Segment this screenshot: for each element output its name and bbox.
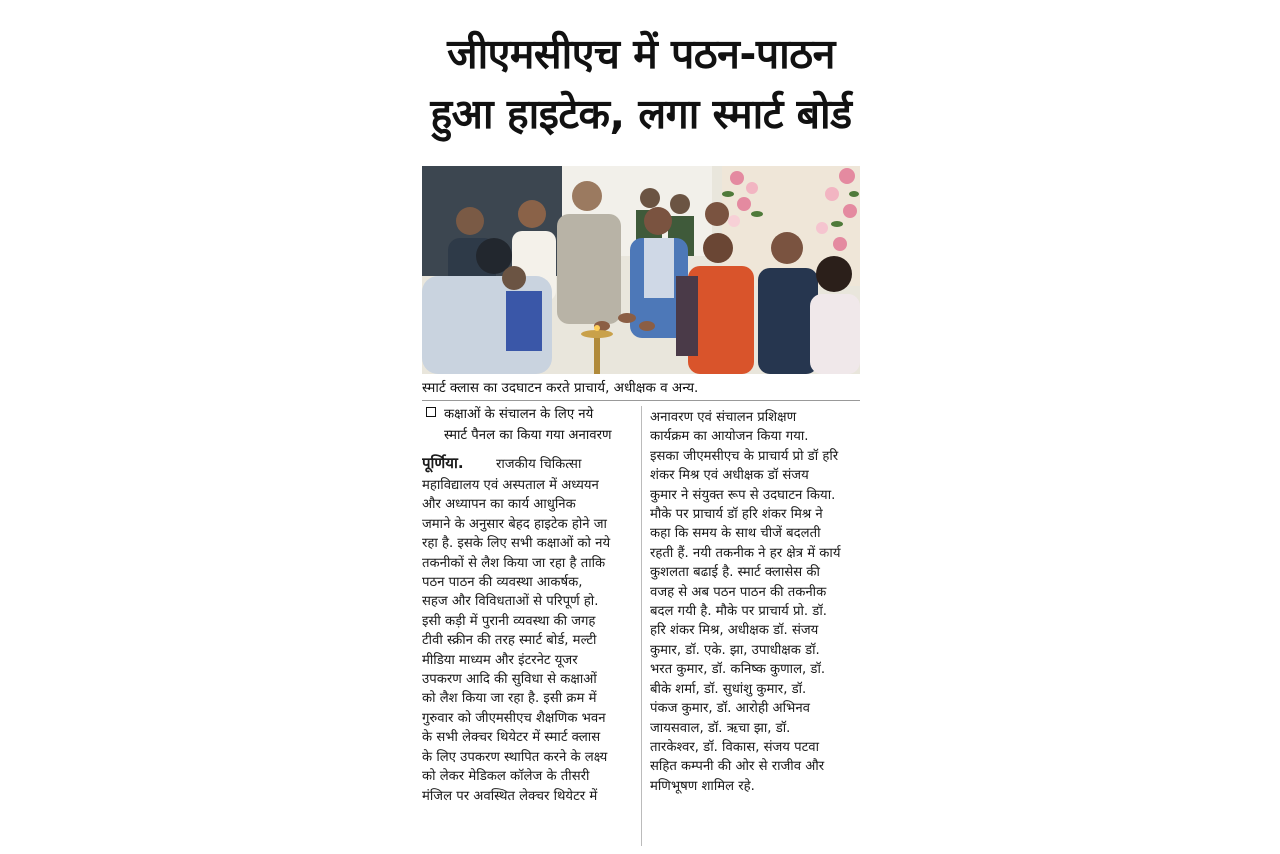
article-line-first <box>422 452 634 476</box>
article-column-left <box>422 404 634 806</box>
article-left-body <box>422 476 634 806</box>
news-photo <box>422 166 860 374</box>
article-line: सहज और विविधताओं से परिपूर्ण हो. <box>422 594 599 610</box>
kicker-line-1: कक्षाओं के संचालन के लिए नये <box>422 404 634 425</box>
article-line: महाविद्यालय एवं अस्पताल में अध्ययन <box>422 478 599 493</box>
article-line: जायसवाल, डॉ. ऋचा झा, डॉ. <box>650 720 791 736</box>
article-line: उपकरण आदि की सुविधा से कक्षाओं <box>422 672 597 688</box>
article-line: और अध्यापन का कार्य आधुनिक <box>422 497 576 513</box>
article-line: कहा कि समय के साथ चीजें बदलती <box>650 526 821 542</box>
article-line: मीडिया माध्यम और इंटरनेट यूजर <box>422 652 578 668</box>
article-line: के लिए उपकरण स्थापित करने के लक्ष्य <box>422 749 608 765</box>
article-line: मणिभूषण शामिल रहे. <box>650 778 755 794</box>
article-line: रहा है. इसके लिए सभी कक्षाओं को नये <box>422 536 611 552</box>
article-line: पंकज कुमार, डॉ. आरोही अभिनव <box>650 701 810 717</box>
article-line: हरि शंकर मिश्र, अधीक्षक डॉ. संजय <box>650 623 819 639</box>
article-line: इसका जीएमसीएच के प्राचार्य प्रो डॉ हरि <box>650 448 839 464</box>
article-line: भरत कुमार, डॉ. कनिष्क कुणाल, डॉ. <box>650 662 826 678</box>
headline-line-2: हुआ हाइटेक, लगा स्मार्ट बोर्ड <box>430 90 852 138</box>
article-column-right <box>650 408 862 796</box>
article-line: तारकेश्वर, डॉ. विकास, संजय पटवा <box>650 739 820 755</box>
article-line: बदल गयी है. मौके पर प्राचार्य प्रो. डॉ. <box>650 604 827 620</box>
article-line: टीवी स्क्रीन की तरह स्मार्ट बोर्ड, मल्टी <box>422 633 597 649</box>
article-line: को लेकर मेडिकल कॉलेज के तीसरी <box>422 769 590 785</box>
article-line: कुमार, डॉ. एके. झा, उपाधीक्षक डॉ. <box>650 642 820 658</box>
article-line: अनावरण एवं संचालन प्रशिक्षण <box>650 410 797 425</box>
kicker-line-2: स्मार्ट पैनल का किया गया अनावरण <box>444 428 612 443</box>
article-line: बीके शर्मा, डॉ. सुधांशु कुमार, डॉ. <box>650 681 807 697</box>
kicker <box>422 404 634 446</box>
article-right-body <box>650 408 862 796</box>
article-line: सहित कम्पनी की ओर से राजीव और <box>650 759 825 775</box>
article-line: रहती हैं. नयी तकनीक ने हर क्षेत्र में कार्य <box>650 545 841 561</box>
article-line: कुमार ने संयुक्त रूप से उदघाटन किया. <box>650 487 836 503</box>
article-line: जमाने के अनुसार बेहद हाइटेक होने जा <box>422 516 607 532</box>
article-line-text: राजकीय चिकित्सा <box>495 457 582 472</box>
article-line: पठन पाठन की व्यवस्था आकर्षक, <box>422 575 583 591</box>
article-line: वजह से अब पठन पाठन की तकनीक <box>650 584 827 600</box>
article-line: मंजिल पर अवस्थित लेक्चर थियेटर में <box>422 788 598 804</box>
column-divider <box>641 406 642 846</box>
article-line: को लैश किया जा रहा है. इसी क्रम में <box>422 691 597 707</box>
article-line: कार्यक्रम का आयोजन किया गया. <box>650 429 809 445</box>
article-line: मौके पर प्राचार्य डॉ हरि शंकर मिश्र ने <box>650 507 823 523</box>
headline <box>420 24 862 144</box>
article-line: गुरुवार को जीएमसीएच शैक्षणिक भवन <box>422 710 606 726</box>
dateline: पूर्णिया. <box>422 454 464 472</box>
photo-caption: स्मार्ट क्लास का उदघाटन करते प्राचार्य, अधीक्षक व अन्य. <box>422 380 699 396</box>
caption-rule <box>422 400 860 401</box>
inauguration-photo-illustration <box>422 166 860 374</box>
article-line: के सभी लेक्चर थियेटर में स्मार्ट क्लास <box>422 730 601 746</box>
bullet-box-icon <box>426 407 436 417</box>
article-line: इसी कड़ी में पुरानी व्यवस्था की जगह <box>422 613 596 629</box>
headline-line-1: जीएमसीएच में पठन-पाठन <box>447 30 835 78</box>
article-line: शंकर मिश्र एवं अधीक्षक डॉ संजय <box>650 468 809 484</box>
article-line: तकनीकों से लैश किया जा रहा है ताकि <box>422 555 606 571</box>
article-line: कुशलता बढाई है. स्मार्ट क्लासेस की <box>650 565 820 581</box>
